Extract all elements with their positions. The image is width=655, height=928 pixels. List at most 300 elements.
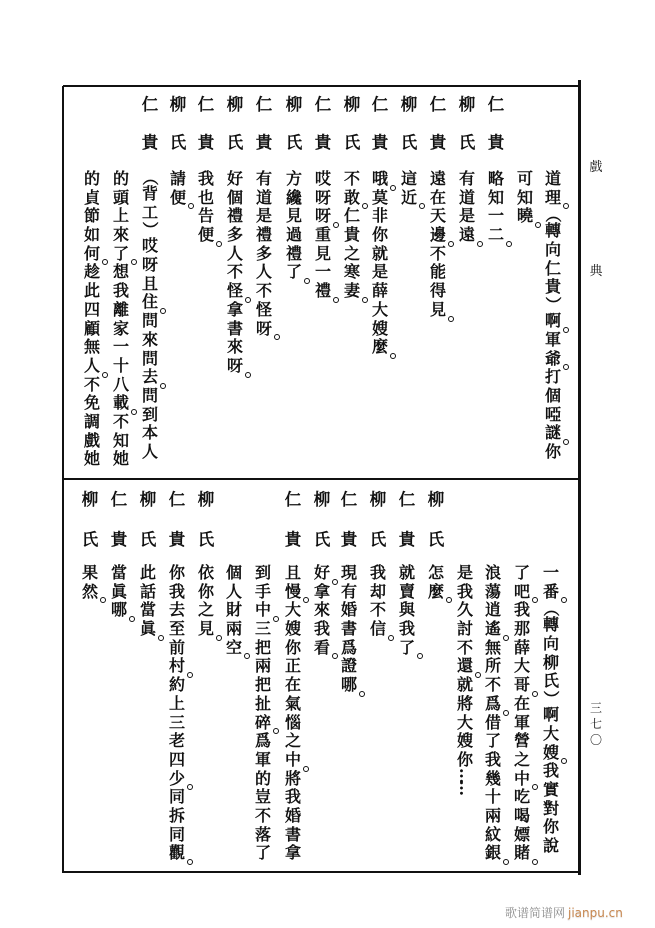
glyph: 貴 xyxy=(429,133,447,152)
glyph: 她 xyxy=(112,449,129,469)
glyph: 然 xyxy=(80,583,100,602)
glyph: 住 xyxy=(140,293,160,312)
punctuation-circle xyxy=(158,635,164,641)
glyph: 我 xyxy=(456,581,473,601)
glyph: 麼 xyxy=(370,338,390,357)
glyph: 貴 xyxy=(141,133,159,152)
glyph: 拿 xyxy=(226,299,243,319)
glyph: 人 xyxy=(82,357,102,376)
glyph: 仁 xyxy=(168,490,186,509)
glyph: 我 xyxy=(369,563,386,582)
punctuation-circle xyxy=(448,241,454,247)
glyph: 手 xyxy=(254,581,271,601)
glyph: 柳 xyxy=(81,490,99,509)
glyph: 你 xyxy=(284,637,301,657)
punctuation-circle xyxy=(503,710,509,716)
glyph: 的 xyxy=(112,169,129,188)
glyph: 正 xyxy=(284,656,301,676)
glyph: 蕩 xyxy=(484,581,501,601)
glyph: 遠 xyxy=(457,226,477,245)
glyph: 人 xyxy=(141,441,158,461)
punctuation-circle xyxy=(273,728,279,734)
glyph: 將 xyxy=(456,693,473,713)
dialogue-text xyxy=(111,170,131,469)
frame-bottom-rule xyxy=(63,871,581,873)
speaker-label xyxy=(138,480,158,560)
glyph: 見 xyxy=(428,301,448,320)
glyph: 惱 xyxy=(284,712,301,732)
glyph: 不 xyxy=(369,600,386,620)
glyph: 三 xyxy=(589,701,602,715)
glyph: 就 xyxy=(456,675,473,695)
glyph: 且 xyxy=(284,563,301,582)
glyph: 呀 xyxy=(225,357,245,376)
glyph: 把 xyxy=(254,675,271,695)
glyph: 貴 xyxy=(168,530,186,549)
speaker-label xyxy=(225,86,245,162)
glyph: 村 xyxy=(167,657,187,676)
glyph: 貴 xyxy=(255,133,273,152)
glyph: 謎 xyxy=(543,424,563,443)
speaker-label xyxy=(196,480,216,560)
glyph: 却 xyxy=(369,581,386,601)
glyph: 實 xyxy=(542,779,559,799)
dialogue-text xyxy=(399,170,419,207)
glyph: 在 xyxy=(284,675,301,695)
glyph: 四 xyxy=(83,299,100,319)
glyph: 見 xyxy=(314,243,331,263)
punctuation-circle xyxy=(561,597,567,603)
glyph: 問 xyxy=(141,348,158,368)
glyph: 轉 xyxy=(544,221,561,241)
glyph: 來 xyxy=(226,337,243,357)
glyph: 氏 xyxy=(369,530,387,549)
glyph: 我 xyxy=(197,169,214,188)
speaker-label xyxy=(486,86,506,162)
punctuation-circle xyxy=(532,859,538,865)
glyph: 我 xyxy=(284,787,301,807)
punctuation-circle xyxy=(563,327,569,333)
glyph: 貴 xyxy=(197,133,215,152)
speaker-label xyxy=(397,480,417,560)
punctuation-circle xyxy=(131,259,137,265)
punctuation-circle xyxy=(362,297,368,303)
glyph: 人 xyxy=(255,262,272,282)
dialogue-text xyxy=(138,564,158,639)
glyph: 哥 xyxy=(512,676,532,695)
glyph: 仁 xyxy=(110,490,128,509)
glyph: 貴 xyxy=(371,133,389,152)
glyph: 薛 xyxy=(513,637,530,657)
punctuation-circle xyxy=(244,653,250,659)
punctuation-circle xyxy=(303,597,309,603)
glyph: 觀 xyxy=(167,844,187,863)
punctuation-circle xyxy=(503,635,509,641)
glyph: 來 xyxy=(112,225,129,245)
glyph: 大 xyxy=(456,712,473,732)
glyph: 非 xyxy=(371,206,388,226)
punctuation-circle xyxy=(187,784,193,790)
glyph: 我 xyxy=(168,581,185,601)
dialogue-text xyxy=(342,170,362,301)
glyph: 一 xyxy=(112,337,129,357)
glyph: 麼 xyxy=(426,583,446,602)
glyph: 豈 xyxy=(254,787,271,807)
dialogue-text xyxy=(80,564,100,601)
glyph: 人 xyxy=(226,243,243,263)
glyph: 柳 xyxy=(343,95,361,114)
glyph: 道 xyxy=(458,187,475,207)
glyph: 氏 xyxy=(343,133,361,152)
running-title xyxy=(586,116,606,324)
glyph: 道 xyxy=(255,187,272,207)
dialogue-text xyxy=(368,564,388,639)
glyph: 是 xyxy=(458,206,475,226)
speaker-label xyxy=(426,480,446,560)
glyph: 氏 xyxy=(542,671,559,691)
glyph: 大 xyxy=(542,723,559,743)
glyph: 那 xyxy=(513,619,530,639)
dialogue-text xyxy=(483,564,503,863)
speaker-label xyxy=(168,86,188,162)
dialogue-text xyxy=(541,564,561,856)
glyph: 哎 xyxy=(141,236,158,256)
watermark-domain: jianpu.cn xyxy=(568,906,623,920)
glyph: 兩 xyxy=(254,656,271,676)
glyph: 氏 xyxy=(139,530,157,549)
glyph: 同 xyxy=(168,824,185,844)
speaker-label xyxy=(339,480,359,560)
glyph: 禮 xyxy=(313,282,333,301)
glyph: 顧 xyxy=(83,318,100,338)
glyph: 貴 xyxy=(487,133,505,152)
glyph: 將 xyxy=(284,768,301,788)
glyph: 空 xyxy=(224,639,244,658)
speaker-label xyxy=(399,86,419,162)
glyph: 三 xyxy=(168,712,185,732)
glyph: 背 xyxy=(141,184,158,203)
punctuation-circle xyxy=(245,372,251,378)
glyph: 啊 xyxy=(543,312,563,331)
glyph: 書 xyxy=(340,619,357,639)
punctuation-circle xyxy=(535,222,541,228)
punctuation-circle xyxy=(388,635,394,641)
glyph: 無 xyxy=(83,337,100,357)
glyph: 不 xyxy=(429,243,446,263)
glyph: 貴 xyxy=(544,277,561,297)
watermark-site-name: 歌谱简谱网 xyxy=(505,906,566,920)
glyph: 問 xyxy=(141,385,158,405)
glyph: 柳 xyxy=(458,95,476,114)
glyph: 的 xyxy=(254,768,271,788)
glyph: 寒 xyxy=(343,262,360,282)
glyph: 大 xyxy=(513,656,530,676)
glyph: 就 xyxy=(371,243,388,263)
glyph: 你 xyxy=(456,749,473,769)
glyph: 浪 xyxy=(484,563,501,582)
glyph: 免 xyxy=(83,393,100,413)
glyph: 八 xyxy=(112,374,129,394)
dialogue-text xyxy=(82,170,102,469)
glyph: 氣 xyxy=(284,693,301,713)
glyph: 不 xyxy=(112,411,129,431)
glyph: 仁 xyxy=(340,490,358,509)
glyph: 向 xyxy=(542,634,559,654)
glyph: 向 xyxy=(544,240,561,260)
glyph: 哎 xyxy=(314,169,331,188)
glyph: 工 xyxy=(141,202,158,222)
glyph: （ xyxy=(541,600,561,617)
glyph: 見 xyxy=(196,620,216,639)
glyph: 證 xyxy=(340,656,357,676)
watermark xyxy=(505,904,623,921)
glyph: 到 xyxy=(254,563,271,582)
glyph: 不 xyxy=(254,805,271,825)
glyph: 到 xyxy=(141,404,158,424)
glyph: 約 xyxy=(168,675,185,695)
glyph: 怪 xyxy=(255,299,272,319)
dialogue-text xyxy=(543,170,563,462)
dialogue-text xyxy=(196,170,216,245)
glyph: 頭 xyxy=(112,187,129,207)
glyph: 貴 xyxy=(343,225,360,245)
punctuation-circle xyxy=(532,691,538,697)
glyph: 她 xyxy=(83,449,100,469)
glyph: 至 xyxy=(168,619,185,639)
glyph: 柳 xyxy=(139,490,157,509)
glyph: 好 xyxy=(312,564,332,583)
punctuation-circle xyxy=(532,784,538,790)
dialogue-text xyxy=(312,564,332,657)
glyph: 吃 xyxy=(513,787,530,807)
punctuation-circle xyxy=(532,597,538,603)
glyph: 你 xyxy=(197,581,214,601)
punctuation-circle xyxy=(561,758,567,764)
glyph: 信 xyxy=(368,620,388,639)
glyph: 就 xyxy=(398,563,415,582)
glyph: 之 xyxy=(197,600,214,620)
glyph: 所 xyxy=(484,656,501,676)
glyph: 三 xyxy=(254,619,271,639)
glyph: 一 xyxy=(542,563,559,582)
glyph: 去 xyxy=(168,600,185,620)
punctuation-circle xyxy=(359,691,365,697)
glyph: 二 xyxy=(486,226,506,245)
glyph: 的 xyxy=(83,169,100,188)
glyph: 無 xyxy=(484,637,501,657)
glyph: 爺 xyxy=(543,350,563,369)
glyph: 是 xyxy=(456,563,473,582)
glyph: 婚 xyxy=(284,805,301,825)
glyph: 討 xyxy=(456,619,473,639)
glyph: 啞 xyxy=(544,404,561,424)
speaker-label xyxy=(140,86,160,162)
glyph: 中 xyxy=(512,770,532,789)
glyph: 重 xyxy=(314,225,331,245)
dialogue-text xyxy=(109,564,129,620)
punctuation-circle xyxy=(506,241,512,247)
glyph: 何 xyxy=(82,245,102,264)
glyph: 逍 xyxy=(484,600,501,620)
glyph: 仁 xyxy=(343,206,360,226)
glyph: 兩 xyxy=(484,805,501,825)
glyph: 氏 xyxy=(197,530,215,549)
glyph: 來 xyxy=(313,600,330,620)
glyph: 戲 xyxy=(83,430,100,450)
glyph: 且 xyxy=(141,273,158,293)
glyph: 看 xyxy=(312,639,332,658)
glyph: 你 xyxy=(371,225,388,245)
punctuation-circle xyxy=(273,616,279,622)
glyph: 柳 xyxy=(400,95,418,114)
punctuation-circle xyxy=(160,383,166,389)
glyph: 四 xyxy=(168,749,185,769)
glyph: 一 xyxy=(487,206,504,226)
punctuation-circle xyxy=(332,579,338,585)
glyph: 番 xyxy=(541,583,561,602)
glyph: 嫂 xyxy=(456,731,473,751)
glyph: 大 xyxy=(284,600,301,620)
glyph: 了 xyxy=(254,843,271,863)
glyph: 曉 xyxy=(515,207,535,226)
page-number xyxy=(586,700,606,748)
glyph: 如 xyxy=(83,225,100,245)
glyph: 了 xyxy=(513,563,530,582)
glyph: 可 xyxy=(516,169,533,188)
glyph: 還 xyxy=(455,657,475,676)
glyph: 對 xyxy=(542,798,559,818)
glyph: 果 xyxy=(81,563,98,582)
glyph: 氏 xyxy=(169,133,187,152)
glyph: 當 xyxy=(139,600,156,620)
punctuation-circle xyxy=(503,859,509,865)
glyph: 拿 xyxy=(313,581,330,601)
dialogue-text xyxy=(515,170,535,226)
dialogue-text xyxy=(283,564,303,863)
glyph: 柳 xyxy=(169,95,187,114)
punctuation-circle xyxy=(390,185,396,191)
glyph: 柳 xyxy=(285,95,303,114)
glyph: 邊 xyxy=(428,226,448,245)
glyph: 遙 xyxy=(483,620,503,639)
glyph: 七 xyxy=(589,717,602,731)
glyph: 兩 xyxy=(225,619,242,639)
glyph: 了 xyxy=(284,263,304,282)
glyph: 個 xyxy=(226,187,243,207)
glyph: 碎 xyxy=(253,714,273,733)
glyph: 之 xyxy=(513,749,530,769)
glyph: 我 xyxy=(513,600,530,620)
glyph: 上 xyxy=(112,206,129,226)
speaker-label xyxy=(342,86,362,162)
glyph: 仁 xyxy=(487,95,505,114)
glyph: ） xyxy=(543,296,563,313)
glyph: 拆 xyxy=(168,805,185,825)
glyph: 財 xyxy=(225,600,242,620)
glyph: 好 xyxy=(226,169,243,188)
dialogue-text xyxy=(284,170,304,282)
glyph: 妻 xyxy=(342,282,362,301)
glyph: 落 xyxy=(254,824,271,844)
glyph: 話 xyxy=(139,581,156,601)
glyph: 貴 xyxy=(284,530,302,549)
glyph: 近 xyxy=(399,189,419,208)
glyph: 纔 xyxy=(285,187,302,207)
speaker-label xyxy=(109,480,129,560)
glyph: 氏 xyxy=(313,530,331,549)
punctuation-circle xyxy=(563,364,569,370)
punctuation-circle xyxy=(102,259,108,265)
glyph: 這 xyxy=(400,169,417,188)
glyph: 不 xyxy=(255,281,272,301)
glyph: 我 xyxy=(313,619,330,639)
punctuation-circle xyxy=(477,241,483,247)
punctuation-circle xyxy=(188,203,194,209)
speaker-label xyxy=(80,480,100,560)
glyph: 少 xyxy=(167,770,187,789)
glyph: 你 xyxy=(544,441,561,461)
glyph: 老 xyxy=(168,731,185,751)
glyph: 哦 xyxy=(370,170,390,189)
glyph: 仁 xyxy=(398,490,416,509)
glyph: 仁 xyxy=(429,95,447,114)
glyph: 中 xyxy=(253,601,273,620)
glyph: 怪 xyxy=(225,282,245,301)
glyph: 大 xyxy=(371,299,388,319)
glyph: 哪 xyxy=(339,676,359,695)
glyph: 嫖 xyxy=(513,824,530,844)
glyph: 禮 xyxy=(226,206,243,226)
glyph: 便 xyxy=(196,226,216,245)
glyph: 不 xyxy=(484,675,501,695)
glyph: 啊 xyxy=(542,705,559,725)
dialogue-text xyxy=(428,170,448,320)
punctuation-circle xyxy=(131,409,137,415)
speaker-label xyxy=(313,86,333,162)
glyph: 久 xyxy=(456,600,473,620)
glyph: 見 xyxy=(285,206,302,226)
glyph: 來 xyxy=(141,329,158,349)
glyph: 柳 xyxy=(542,652,559,672)
dialogue-text xyxy=(397,564,417,657)
glyph: 人 xyxy=(225,581,242,601)
glyph: 吧 xyxy=(512,583,532,602)
punctuation-circle xyxy=(362,203,368,209)
glyph: 我 xyxy=(398,619,415,639)
punctuation-circle xyxy=(160,308,166,314)
punctuation-circle xyxy=(417,653,423,659)
dialogue-text xyxy=(140,170,160,462)
glyph: 依 xyxy=(197,563,214,582)
glyph: 爲 xyxy=(254,731,271,751)
glyph: 仁 xyxy=(141,95,159,114)
glyph: 婚 xyxy=(340,600,357,620)
glyph: 嫂 xyxy=(371,318,388,338)
glyph: 也 xyxy=(197,187,214,207)
glyph: 氏 xyxy=(226,133,244,152)
dialogue-text xyxy=(168,170,188,207)
glyph: 貴 xyxy=(398,530,416,549)
speaker-label xyxy=(428,86,448,162)
glyph: 仁 xyxy=(255,95,273,114)
glyph: 十 xyxy=(484,787,501,807)
glyph: 理 xyxy=(543,189,563,208)
glyph: 戲 xyxy=(589,160,603,175)
glyph: 柳 xyxy=(226,95,244,114)
glyph: 嫂 xyxy=(541,744,561,763)
glyph: 載 xyxy=(111,394,131,413)
glyph: 有 xyxy=(255,169,272,188)
